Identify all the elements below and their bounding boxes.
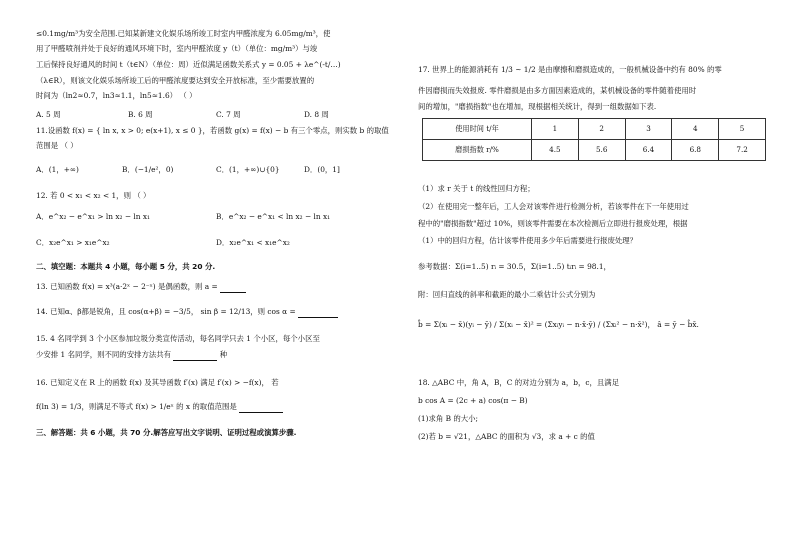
section-fill-in-header: 二、填空题：本题共 4 小题，每小题 5 分，共 20 分. bbox=[36, 262, 216, 271]
table-row bbox=[423, 140, 766, 161]
table-cell: 2 bbox=[578, 119, 625, 140]
q11-option-a: A．(1，+∞) bbox=[36, 165, 79, 174]
q17-text-line-2: 件因磨损而失效报废. 零件磨损是由多方面因素造成的，某机械设备的零件随着使用时 bbox=[418, 86, 697, 95]
q10-text-line-1: ≤0.1mg/m³为安全范围.已知某新建文化娱乐场所竣工时室内甲醛浓度为 6.05mg/m³，使 bbox=[36, 29, 331, 38]
q15-answer-blank[interactable] bbox=[173, 350, 217, 361]
q18-text-line-2: b cos A = (2c + a) cos(π − B) bbox=[418, 396, 528, 405]
q15-unit: 种 bbox=[219, 350, 228, 359]
q11-option-c: C．(1，+∞)∪{0} bbox=[216, 165, 280, 174]
table-cell: 4 bbox=[672, 119, 719, 140]
q10-option-d: D. 8 周 bbox=[304, 110, 329, 119]
q11-text-line-2: 范围是 （ ） bbox=[36, 141, 78, 150]
q15-text-line-2 bbox=[36, 350, 227, 361]
q14-question: 14. 已知α、β都是锐角，且 cos(α+β) = −3/5， sin β = 12/13，则 cos α = bbox=[36, 307, 296, 316]
q16-question: f(ln 3) = 1/3，则满足不等式 f(x) > 1/eˣ 的 x 的取值范围是 bbox=[36, 402, 237, 411]
q18-sub-1: (1)求角 B 的大小; bbox=[418, 414, 479, 423]
q15-question: 少安排 1 名同学，则不同的安排方法共有 bbox=[36, 350, 172, 359]
formula-note: 附：回归直线的斜率和截距的最小二乘估计公式分别为 bbox=[418, 290, 596, 299]
section-answer-header: 三、解答题：共 6 小题，共 70 分.解答应写出文字说明、证明过程或演算步骤. bbox=[36, 428, 297, 437]
q15-text-line-1: 15. 4 名同学到 3 个小区参加垃圾分类宣传活动，每名同学只去 1 个小区，每个小区至 bbox=[36, 334, 320, 343]
q18-sub-2: (2)若 b = √21，△ABC 的面积为 √3，求 a + c 的值 bbox=[418, 432, 595, 441]
q10-text-line-2: 用了甲醛喷剂并处于良好的通风环境下时，室内甲醛浓度 y（t）（单位：mg/m³）与竣 bbox=[36, 44, 318, 53]
q12-option-d: D．x₂e^x₁ < x₁e^x₂ bbox=[216, 238, 290, 247]
table-cell: 5.6 bbox=[578, 140, 625, 161]
q10-option-c: C. 7 周 bbox=[216, 110, 241, 119]
q17-sub-2-line-3: （1）中的回归方程，估计该零件使用多少年后需要进行报废处理？ bbox=[418, 236, 638, 245]
table-cell: 6.8 bbox=[672, 140, 719, 161]
q17-sub-1: （1）求 r 关于 t 的线性回归方程； bbox=[418, 184, 535, 193]
table-cell: 5 bbox=[719, 119, 766, 140]
q17-sub-2-line-2: 程中的"磨损指数"超过 10%，则该零件需要在本次检测后立即进行报废处理，根据 bbox=[418, 219, 688, 228]
table-header-wear-index: 磨损指数 r/% bbox=[423, 140, 532, 161]
table-cell: 1 bbox=[532, 119, 579, 140]
q12-option-a: A．e^x₂ − e^x₁ > ln x₂ − ln x₁ bbox=[36, 212, 151, 221]
q10-option-a: A. 5 周 bbox=[36, 110, 61, 119]
q13-answer-blank[interactable] bbox=[220, 282, 246, 293]
q10-text-line-3: 工后保持良好通风的时间 t（t∈N）（单位：周）近似满足函数关系式 y = 0.05 + λe^(-t/…) bbox=[36, 60, 341, 69]
q12-option-b: B．e^x₂ − e^x₁ < ln x₂ − ln x₁ bbox=[216, 212, 331, 221]
wear-data-table bbox=[422, 118, 766, 161]
q14-text bbox=[36, 307, 338, 318]
q10-option-b: B. 6 周 bbox=[128, 110, 153, 119]
q14-answer-blank[interactable] bbox=[298, 307, 338, 318]
q13-text bbox=[36, 282, 246, 293]
q16-answer-blank[interactable] bbox=[239, 402, 283, 413]
table-cell: 6.4 bbox=[625, 140, 672, 161]
q12-option-c: C．x₂e^x₁ > x₁e^x₂ bbox=[36, 238, 110, 247]
q17-text-line-3: 间的增加，"磨损指数"也在增加，现根据相关统计，得到一组数据如下表. bbox=[418, 102, 657, 111]
regression-formula: b̂ = Σ(xᵢ − x̄)(yᵢ − ȳ) / Σ(xᵢ − x̄)² = (Σxᵢyᵢ − n·x̄·ȳ) / (Σxᵢ² − n·x̄²)， â = ȳ − b̂x̄. bbox=[418, 320, 699, 329]
table-header-time: 使用时间 t/年 bbox=[423, 119, 532, 140]
table-cell: 7.2 bbox=[719, 140, 766, 161]
reference-data: 参考数据：Σ(i=1..5) rᵢ = 30.5，Σ(i=1..5) tᵢrᵢ = 98.1， bbox=[418, 262, 611, 271]
q17-sub-2-line-1: （2）在使用完一整年后，工人会对该零件进行检测分析，若该零件在下一年使用过 bbox=[418, 202, 689, 211]
q18-text-line-1: 18. △ABC 中，角 A，B，C 的对边分别为 a，b，c，且满足 bbox=[418, 378, 620, 387]
q17-text-line-1: 17. 世界上的能源消耗有 1/3 ~ 1/2 是由摩擦和磨损造成的，一般机械设备中约有 80% 的零 bbox=[418, 65, 722, 74]
table-cell: 4.5 bbox=[532, 140, 579, 161]
q10-text-line-4: （λ∈R），则该文化娱乐场所竣工后的甲醛浓度要达到安全开放标准，至少需要放置的 bbox=[36, 76, 315, 85]
q10-text-line-5: 时间为（ln2≈0.7，ln3≈1.1，ln5≈1.6） （ ） bbox=[36, 91, 197, 100]
q16-text-line-1: 16. 已知定义在 R 上的函数 f(x) 及其导函数 f′(x) 满足 f′(x) > −f(x)， 若 bbox=[36, 378, 279, 387]
q11-option-d: D．(0，1] bbox=[304, 165, 340, 174]
q13-question: 13. 已知函数 f(x) = x³(a·2ˣ − 2⁻ˣ) 是偶函数，则 a = bbox=[36, 282, 218, 291]
table-row bbox=[423, 119, 766, 140]
q11-text-line-1: 11.设函数 f(x) = { ln x, x > 0; e(x+1), x ≤ 0 }，若函数 g(x) = f(x) − b 有三个零点，则实数 b 的取值 bbox=[36, 126, 389, 135]
table-cell: 3 bbox=[625, 119, 672, 140]
q12-text-line: 12. 若 0 < x₁ < x₂ < 1，则 （ ） bbox=[36, 191, 151, 200]
q11-option-b: B．(−1/e²，0) bbox=[122, 165, 174, 174]
q16-text-line-2 bbox=[36, 402, 283, 413]
